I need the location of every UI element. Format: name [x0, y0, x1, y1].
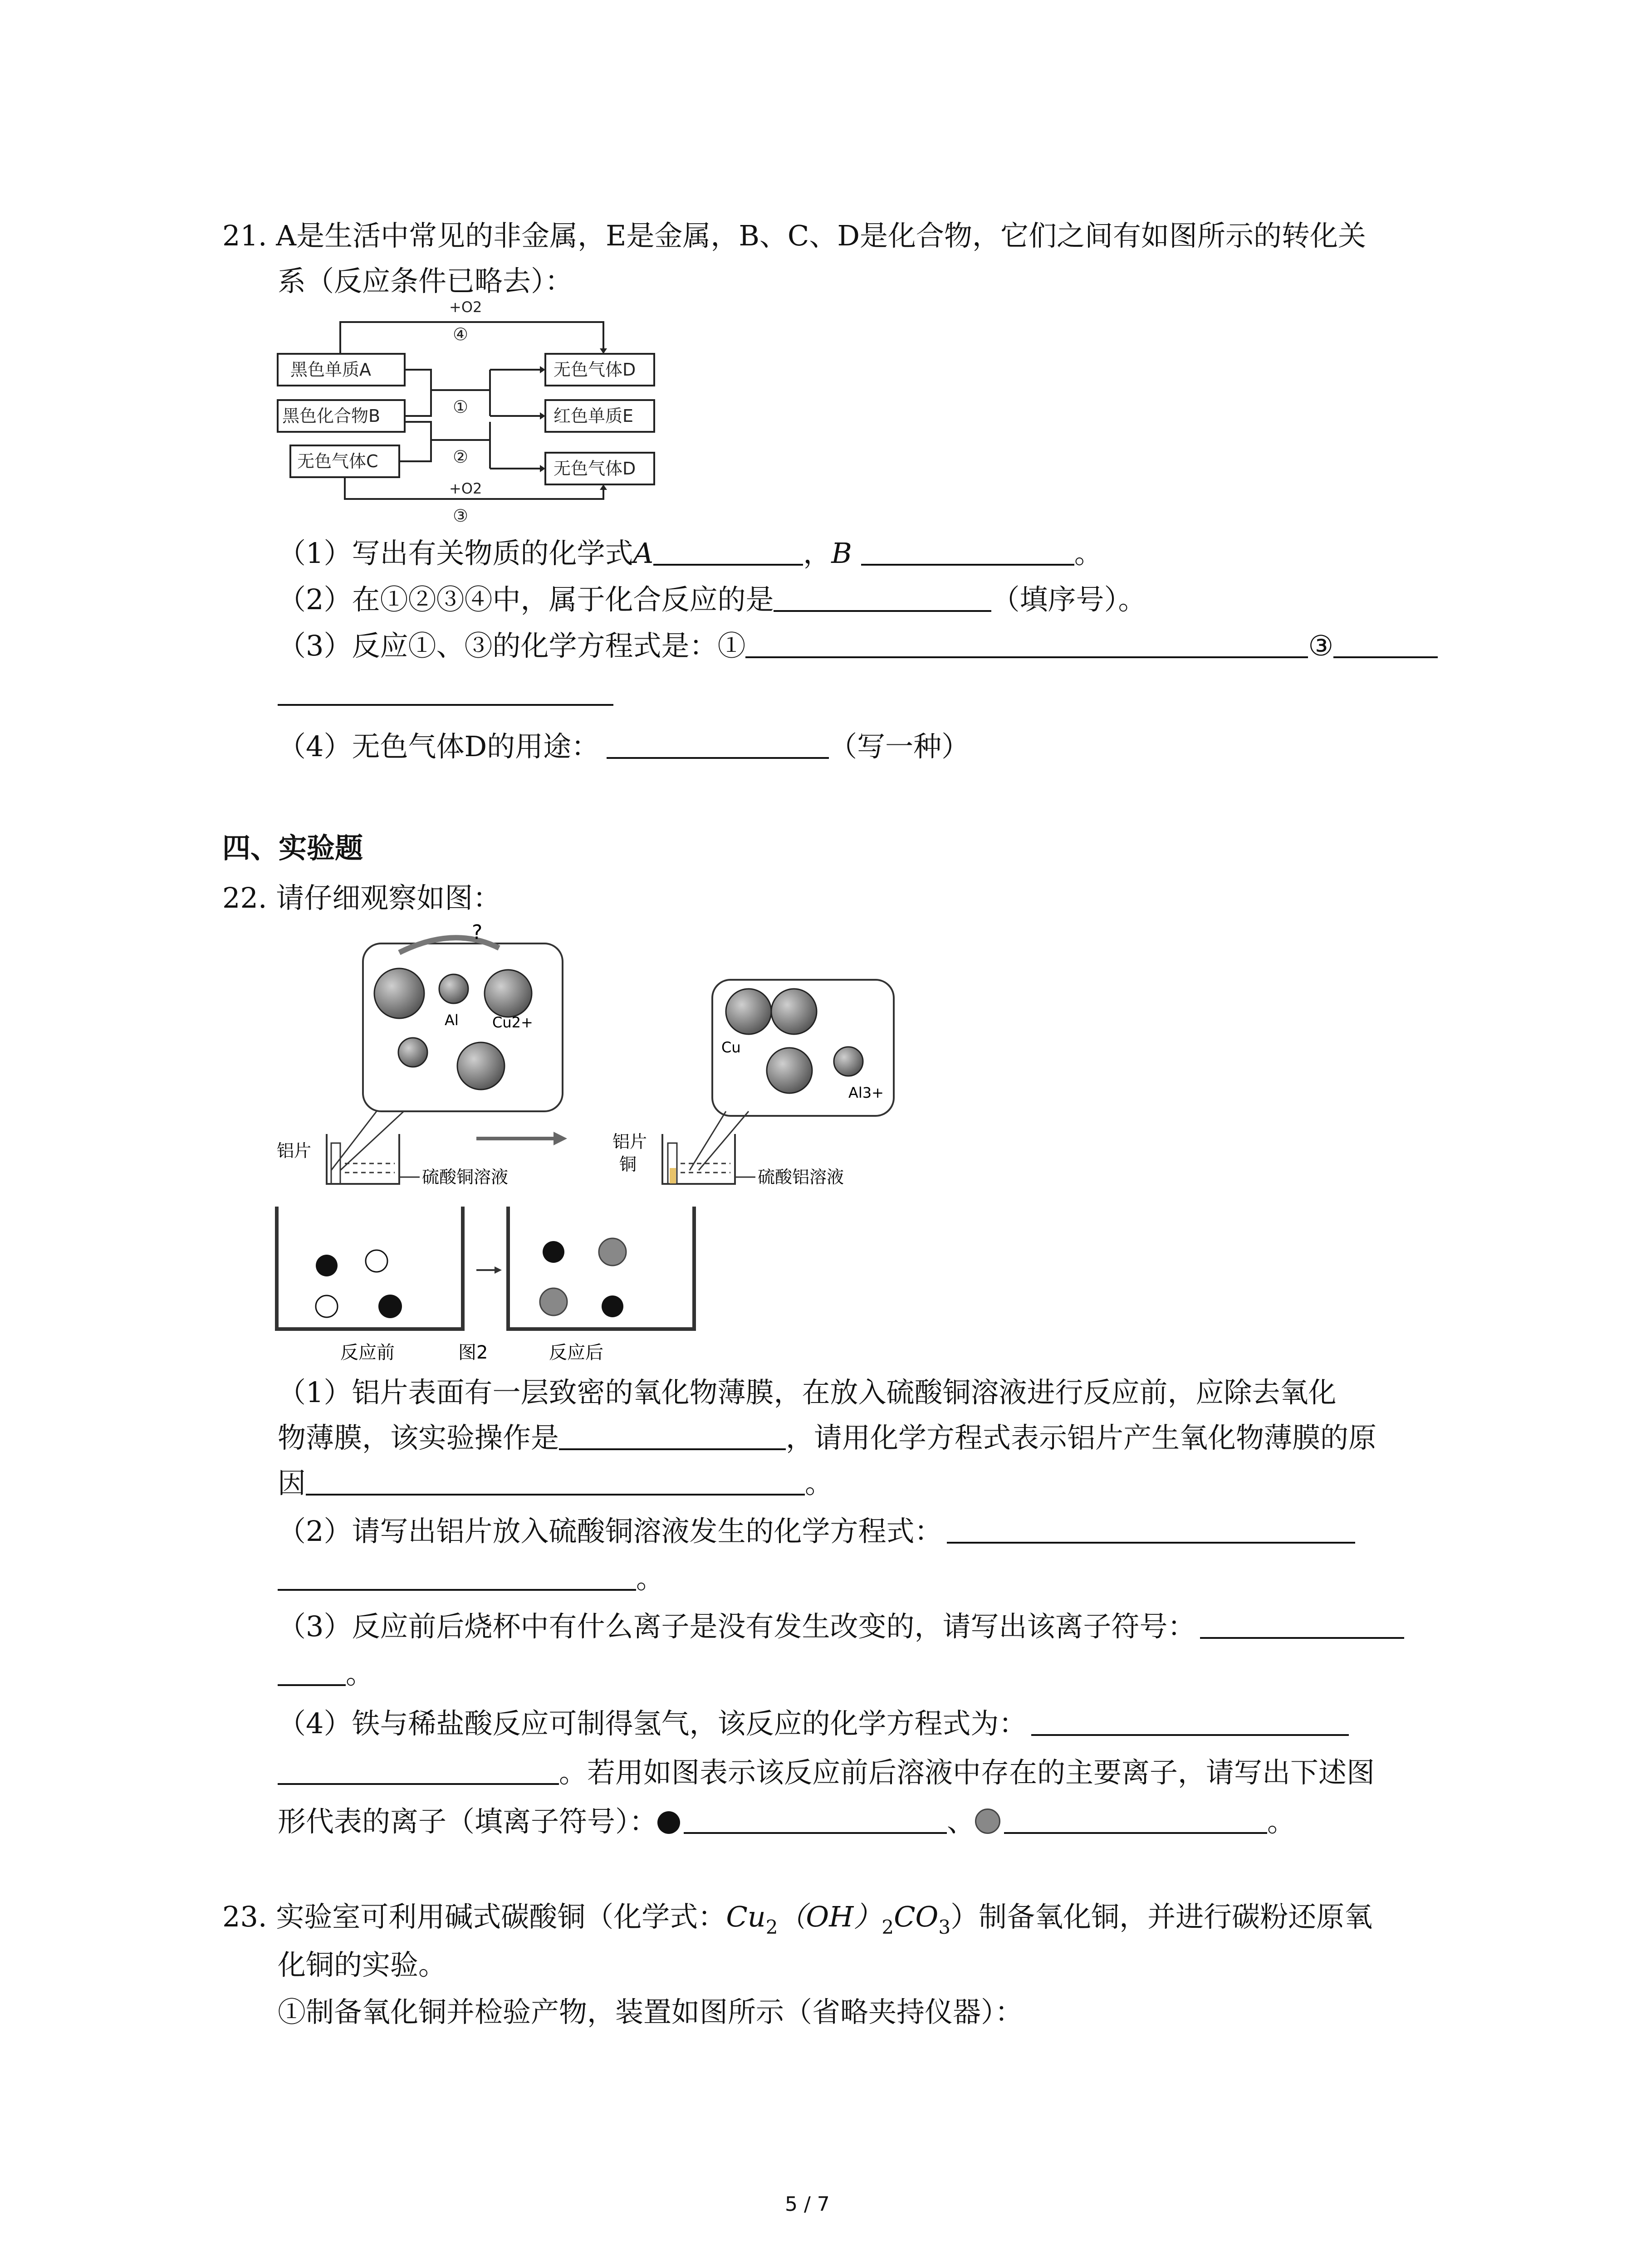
- label-cu: Cu: [721, 1039, 741, 1056]
- answer-blank-a[interactable]: [653, 536, 803, 566]
- q22-part3: （3）反应前后烧杯中有什么离子是没有发生改变的，请写出该离子符号：: [278, 1608, 1404, 1645]
- black-dot-icon: [657, 1811, 680, 1834]
- answer-blank-fe-hcl-eq[interactable]: [1031, 1706, 1349, 1736]
- q21-part3: （3）反应①、③的化学方程式是：① ③: [278, 628, 1438, 664]
- page-number: 5 / 7: [785, 2193, 830, 2216]
- answer-blank-fe-hcl-eq-cont[interactable]: [278, 1755, 559, 1785]
- label-al-sheet-1: 铝片: [277, 1141, 312, 1161]
- answer-blank-combination[interactable]: [774, 582, 991, 612]
- label-al-sheet-2: 铝片: [612, 1132, 647, 1152]
- q22-part4-line1: （4）铁与稀盐酸反应可制得氢气，该反应的化学方程式为：: [278, 1706, 1349, 1742]
- answer-blank-b[interactable]: [861, 536, 1074, 566]
- answer-blank-operation[interactable]: [559, 1420, 786, 1450]
- answer-blank-unchanged-ion[interactable]: [1200, 1609, 1404, 1639]
- q22-part4-line2: 。若用如图表示该反应前后溶液中存在的主要离子，请写出下述图: [278, 1755, 1375, 1791]
- gray-dot-icon: [975, 1809, 1000, 1834]
- answer-blank-eq1[interactable]: [745, 628, 1308, 658]
- label-reaction-2: ②: [453, 447, 469, 467]
- q23-line1: 23. 实验室可利用碱式碳酸铜（化学式：$Cu_2(OH)_2CO_3$）制备氧化铜，并进行碳粉还原氧: [222, 1900, 1373, 1938]
- box-red-element-e: 红色单质E: [554, 406, 634, 426]
- label-cu2: Cu2+: [492, 1014, 533, 1031]
- label-copper-sulfate: 硫酸铜溶液: [422, 1167, 509, 1187]
- box-gas-d-bottom: 无色气体D: [554, 459, 636, 479]
- q22-stem: 22. 请仔细观察如图：: [222, 881, 501, 914]
- label-al: Al: [445, 1012, 459, 1029]
- q23-line3: ①制备氧化铜并检验产物，装置如图所示（省略夹持仪器）：: [278, 1995, 1024, 2028]
- label-aluminum-sulfate: 硫酸铝溶液: [758, 1167, 844, 1187]
- q22-figure: [263, 916, 898, 1370]
- answer-blank-al-cuso4-eq[interactable]: [947, 1514, 1355, 1544]
- label-before: 反应前: [340, 1342, 395, 1363]
- answer-blank-unchanged-ion-cont[interactable]: [278, 1656, 346, 1686]
- answer-blank-eq3-cont[interactable]: [278, 704, 613, 706]
- label-o2-bottom: +O2: [449, 480, 482, 497]
- q21-part2: （2）在①②③④中，属于化合反应的是 （填序号）。: [278, 583, 1146, 616]
- q21-part1: （1）写出有关物质的化学式A ，B 。: [278, 537, 1102, 570]
- section-title-experiment: 四、实验题: [222, 831, 363, 865]
- label-copper: 铜: [619, 1154, 637, 1174]
- label-after: 反应后: [549, 1342, 603, 1363]
- label-reaction-3: ③: [453, 506, 469, 526]
- q22-part1-line3: 因 。: [278, 1466, 833, 1500]
- q22-part1-line2: 物薄膜，该实验操作是 ，请用化学方程式表示铝片产生氧化物薄膜的原: [278, 1421, 1377, 1454]
- box-black-compound-b: 黑色化合物B: [282, 406, 381, 426]
- answer-blank-oxide-eq[interactable]: [306, 1466, 805, 1496]
- label-fig2: 图2: [458, 1342, 488, 1363]
- q21-stem-line2: 系（反应条件已略去）：: [278, 264, 573, 298]
- label-reaction-4: ④: [453, 324, 469, 344]
- q22-part2-cont: 。: [278, 1560, 664, 1597]
- answer-blank-gray-ion[interactable]: [1004, 1804, 1267, 1834]
- q22-part3-cont: 。: [278, 1656, 374, 1692]
- q22-part4-line3: 形代表的离子（填离子符号）： 、 。: [278, 1805, 1296, 1838]
- label-al3: Al3+: [848, 1084, 884, 1101]
- box-black-element-a: 黑色单质A: [290, 360, 371, 380]
- box-gas-c: 无色气体C: [297, 451, 378, 471]
- q21-part4: （4）无色气体D的用途： （写一种）: [278, 730, 970, 763]
- q21-stem-line1: 21. A是生活中常见的非金属，E是金属，B、C、D是化合物，它们之间有如图所示的转化关: [222, 219, 1367, 252]
- answer-blank-eq3[interactable]: [1333, 628, 1438, 658]
- answer-blank-black-ion[interactable]: [684, 1804, 947, 1834]
- q23-line2: 化铜的实验。: [278, 1948, 447, 1981]
- answer-blank-use[interactable]: [607, 729, 829, 759]
- q22-part1-line1: （1）铝片表面有一层致密的氧化物薄膜，在放入硫酸铜溶液进行反应前，应除去氧化: [278, 1376, 1337, 1409]
- question-mark: ?: [472, 921, 483, 944]
- label-o2-top: +O2: [449, 299, 482, 316]
- answer-blank-al-cuso4-eq-cont[interactable]: [278, 1561, 636, 1591]
- box-gas-d-top: 无色气体D: [554, 360, 636, 380]
- q22-part2: （2）请写出铝片放入硫酸铜溶液发生的化学方程式：: [278, 1513, 1355, 1549]
- label-reaction-1: ①: [453, 397, 469, 417]
- q21-diagram: [272, 299, 681, 535]
